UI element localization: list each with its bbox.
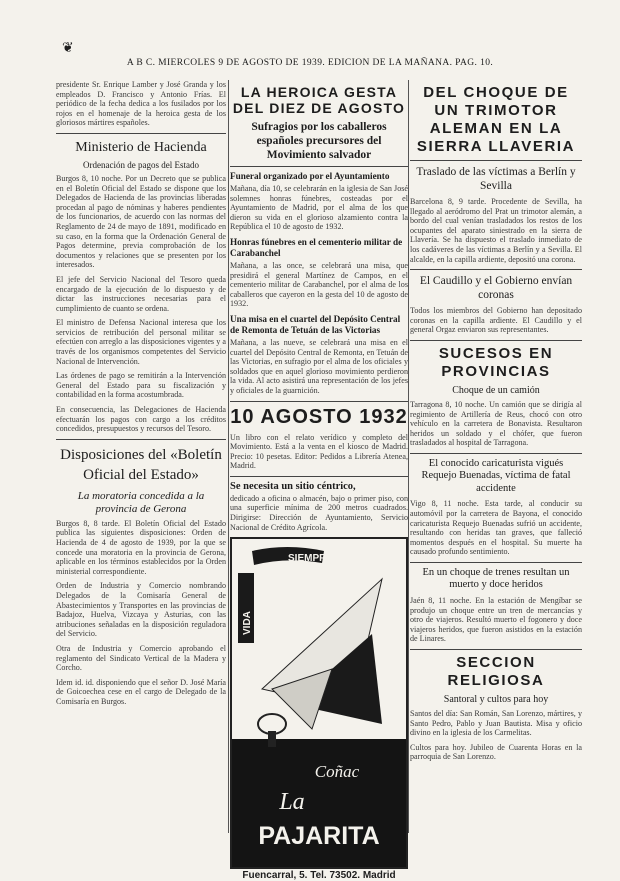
book-ad-headline: 10 AGOSTO 1932	[230, 405, 408, 428]
dispositions-paragraph: Idem id. id. disponiendo que el señor D. José María de Goicoechea cese en el cargo de Delegado de la Comisaría en Burgos.	[56, 677, 226, 706]
ministry-paragraph: El ministro de Defensa Nacional interesa que los servicios de retribución del personal militar se efectúen con arreglo a las disposiciones vigentes y a través de los organismos competentes del Servicio Nacional de Intervención.	[56, 318, 226, 366]
ad-brand-line: Coñac	[314, 762, 360, 782]
glass-stem-icon	[268, 731, 276, 747]
running-head: A B C. MIERCOLES 9 DE AGOSTO DE 1939. EDICION DE LA MAÑANA. PAG. 10.	[126, 58, 494, 68]
dispositions-paragraph: Orden de Industria y Comercio nombrando Delegados de la Comisaría General de Abastecimientos y Transportes en las provincias de Badajoz, Huelva, Vizcaya y Asturias, con las atribuciones señaladas en la disposición reguladora del Servicio.	[56, 581, 226, 639]
funeral-paragraph: Mañana, día 10, se celebrarán en la iglesia de San José solemnes honras fúnebres, costeadas por el Ayuntamiento de Madrid, por el alma de los que dieron su vida en el glorioso alzamiento contra la República el 10 de agosto de 1932.	[230, 184, 408, 232]
ad-top-word: SIEMPRE	[288, 553, 334, 565]
divider	[410, 453, 582, 454]
santoral-title: Santoral y cultos para hoy	[443, 693, 549, 705]
divider	[410, 269, 582, 270]
intro-paragraph: presidente Sr. Enrique Lamber y José Granda y los empleados D. Francisco y Antonio Frías. El periódico de la fecha dedica a los fusilados por los rojos en el homenaje de la heroica gesta de los gloriosos mártires españoles.	[56, 80, 226, 128]
ministry-title: Ministerio de Hacienda	[75, 139, 207, 155]
ad-footer-address: Fuencarral, 5. Tel. 73502. Madrid	[242, 870, 396, 881]
column-left	[56, 80, 226, 712]
misa-title: Una misa en el cuartel del Depósito Central de Remonta de Tetuán de las Victorias	[230, 313, 401, 335]
funeral-title: Funeral organizado por el Ayuntamiento	[230, 171, 390, 181]
gesta-headline: LA HEROICA GESTA DEL DIEZ DE AGOSTO	[232, 84, 406, 116]
divider	[56, 439, 226, 440]
ad-side-word: VIDA	[242, 611, 253, 636]
santoral-paragraph: Santos del día: San Román, San Lorenzo, mártires, y Santo Pedro, Pablo y Juan Bautista. Misa y oficio divino en la iglesia de los Carmelitas.	[410, 708, 582, 738]
column-rule	[408, 80, 409, 833]
ad-brand-la: La	[279, 789, 305, 816]
dispositions-subtitle: La moratoria concedida a la provincia de Gerona	[77, 489, 205, 515]
ministry-paragraph: Las órdenes de pago se remitirán a la Intervención General del Estado para su fiscalización y contabilidad en la forma acostumbrada.	[56, 371, 226, 400]
divider	[410, 340, 582, 341]
divider	[230, 476, 408, 477]
honras-title: Honras fúnebres en el cementerio militar de Carabanchel	[230, 236, 403, 258]
sucesos-headline: SUCESOS EN PROVINCIAS	[438, 344, 554, 380]
choque-paragraph: Tarragona 8, 10 noche. Un camión que se dirigía al regimiento de Artillería de Reus, chocó con otro vehículo en la carretera de Bonavista. Resultaron heridos un soldado y el chófer, que fueron trasladados al hospital de Tarragona.	[410, 399, 582, 448]
ad-brand-name: PAJARITA	[258, 822, 380, 851]
ministry-paragraph: El jefe del Servicio Nacional del Tesoro queda encargado de la ejecución de lo dispuesto y de dictar las instrucciones necesarias para el cumplimiento de cuanto se ordena.	[56, 274, 226, 313]
crash-headline: DEL CHOQUE DE UN TRIMOTOR ALEMAN EN LA SIERRA LLAVERIA	[416, 84, 576, 155]
dispositions-paragraph: Burgos 8, 8 tarde. El Boletín Oficial del Estado publica las siguientes disposiciones: Orden de Hacienda de 4 de agosto de 1939, por la que se concede una moratoria en la provincia de Gerona, aplicable en los términos establecidos por la Orden ministerial correspondiente.	[56, 518, 226, 576]
seccion-religiosa-headline: SECCION RELIGIOSA	[447, 653, 545, 689]
honras-paragraph: Mañana, a las once, se celebrará una misa, que presidirá el general Martínez de Campos, en el cementerio militar de Carabanchel, por el alma de los caballeros que cayeron en la gesta del 10 de agosto de 1932.	[230, 260, 408, 309]
caudillo-title: El Caudillo y el Gobierno envían coronas	[419, 275, 573, 302]
cultos-paragraph: Cultos para hoy. Jubileo de Cuarenta Horas en la parroquia de San Lorenzo.	[410, 742, 582, 762]
dispositions-title: Disposiciones del «Boletín Oficial del Estado»	[60, 446, 222, 483]
divider	[230, 166, 408, 167]
gesta-subheadline: Sufragios por los caballeros españoles precursores del Movimiento salvador	[251, 121, 387, 161]
wanted-text: dedicado a oficina o almacén, bajo o primer piso, con una superficie mínima de 200 metros cuadrados. Dirigirse: Dirección de Ayuntamiento, Servicio Nacional de Crédito Agrícola.	[230, 493, 408, 532]
choque-title: Choque de un camión	[452, 384, 540, 396]
caricaturista-paragraph: Vigo 8, 11 noche. Esta tarde, al conducir su automóvil por la carretera de Bayona, el conocido caricaturista Requejo Buenadas sufrió un accidente, resultando con heridas tan graves, que falleció momentos después en el hospital. Su muerte ha causado profundo sentimiento.	[410, 499, 582, 557]
misa-paragraph: Mañana, a las nueve, se celebrará una misa en el cuartel del Depósito Central de Remonta, en Tetuán de las Victorias, en sufragio por el alma de los oficiales y soldados que en aquel glorioso movimiento perdieron la vida. Al acto asistirá una representación de los jefes y oficiales de la guarnición.	[230, 337, 408, 395]
pajarita-ad-artwork	[232, 539, 406, 867]
traslado-paragraph: Barcelona 8, 9 tarde. Procedente de Sevilla, ha llegado al aeródromo del Prat un trimotor alemán, a bordo del cual venían trasladados los restos de los ocupantes del aparato siniestrado en la sierra de Llavería. Se ha dispuesto el traslado inmediato de los cadáveres de las víctimas a Berlín y a Sevilla. El alcalde, en la capilla ardiente, depositó una corona.	[410, 197, 582, 264]
divider	[410, 160, 582, 161]
cognac-advertisement	[230, 537, 408, 881]
tren-paragraph: Jaén 8, 11 noche. En la estación de Mengíbar se produjo un choque entre un tren de mercancías y otro de viajeros. Resultó muerto el fogonero y doce viajeros heridos, que fueron asistidos en la estación de Linares.	[410, 595, 582, 644]
divider	[56, 133, 226, 134]
column-rule	[228, 80, 229, 833]
corner-ornament-icon: ❦	[62, 40, 74, 56]
divider	[410, 562, 582, 563]
ministry-paragraph: En consecuencia, las Delegaciones de Hacienda efectuarán los pagos con cargo a los créditos concedidos, presupuestos y recursos del Tesoro.	[56, 405, 226, 434]
divider	[230, 401, 408, 402]
column-middle	[230, 80, 408, 881]
tren-title: En un choque de trenes resultan un muerto y doce heridos	[422, 566, 570, 591]
book-ad-text: Un libro con el relato verídico y completo del Movimiento. Está a la venta en el kiosco de Madrid. Precio: 10 pesetas. Editor: Pedidos a Librería Atenea, Madrid.	[230, 432, 408, 471]
wanted-title: Se necesita un sitio céntrico,	[230, 480, 356, 492]
traslado-title: Traslado de las víctimas a Berlín y Sevilla	[416, 166, 576, 192]
caudillo-paragraph: Todos los miembros del Gobierno han depositado coronas en la capilla ardiente. El Caudillo y el general Orgaz enviaron sus representantes.	[410, 306, 582, 335]
ministry-paragraph: Burgos 8, 10 noche. Por un Decreto que se publica en el Boletín Oficial del Estado se dispone que los Delegados de Hacienda de las provincias liberadas procedan al pago de nóminas y haberes pendientes de los funcionarios, de acuerdo con las normas del Reglamento de 24 de mayo de 1891, modificado en su caso, en la forma que la Ordenación General de Pagos determine, previa comprobación de los documentos y relaciones que se presenten por los interesados.	[56, 173, 226, 270]
divider	[410, 649, 582, 650]
caricaturista-title: El conocido caricaturista vigués Requejo Buenadas, víctima de fatal accidente	[421, 457, 571, 494]
column-right	[410, 80, 582, 767]
ministry-subtitle: Ordenación de pagos del Estado	[83, 159, 199, 170]
dispositions-paragraph: Otra de Industria y Comercio aprobando el reglamento del Sindicato Vertical de la Madera y Corcho.	[56, 643, 226, 673]
